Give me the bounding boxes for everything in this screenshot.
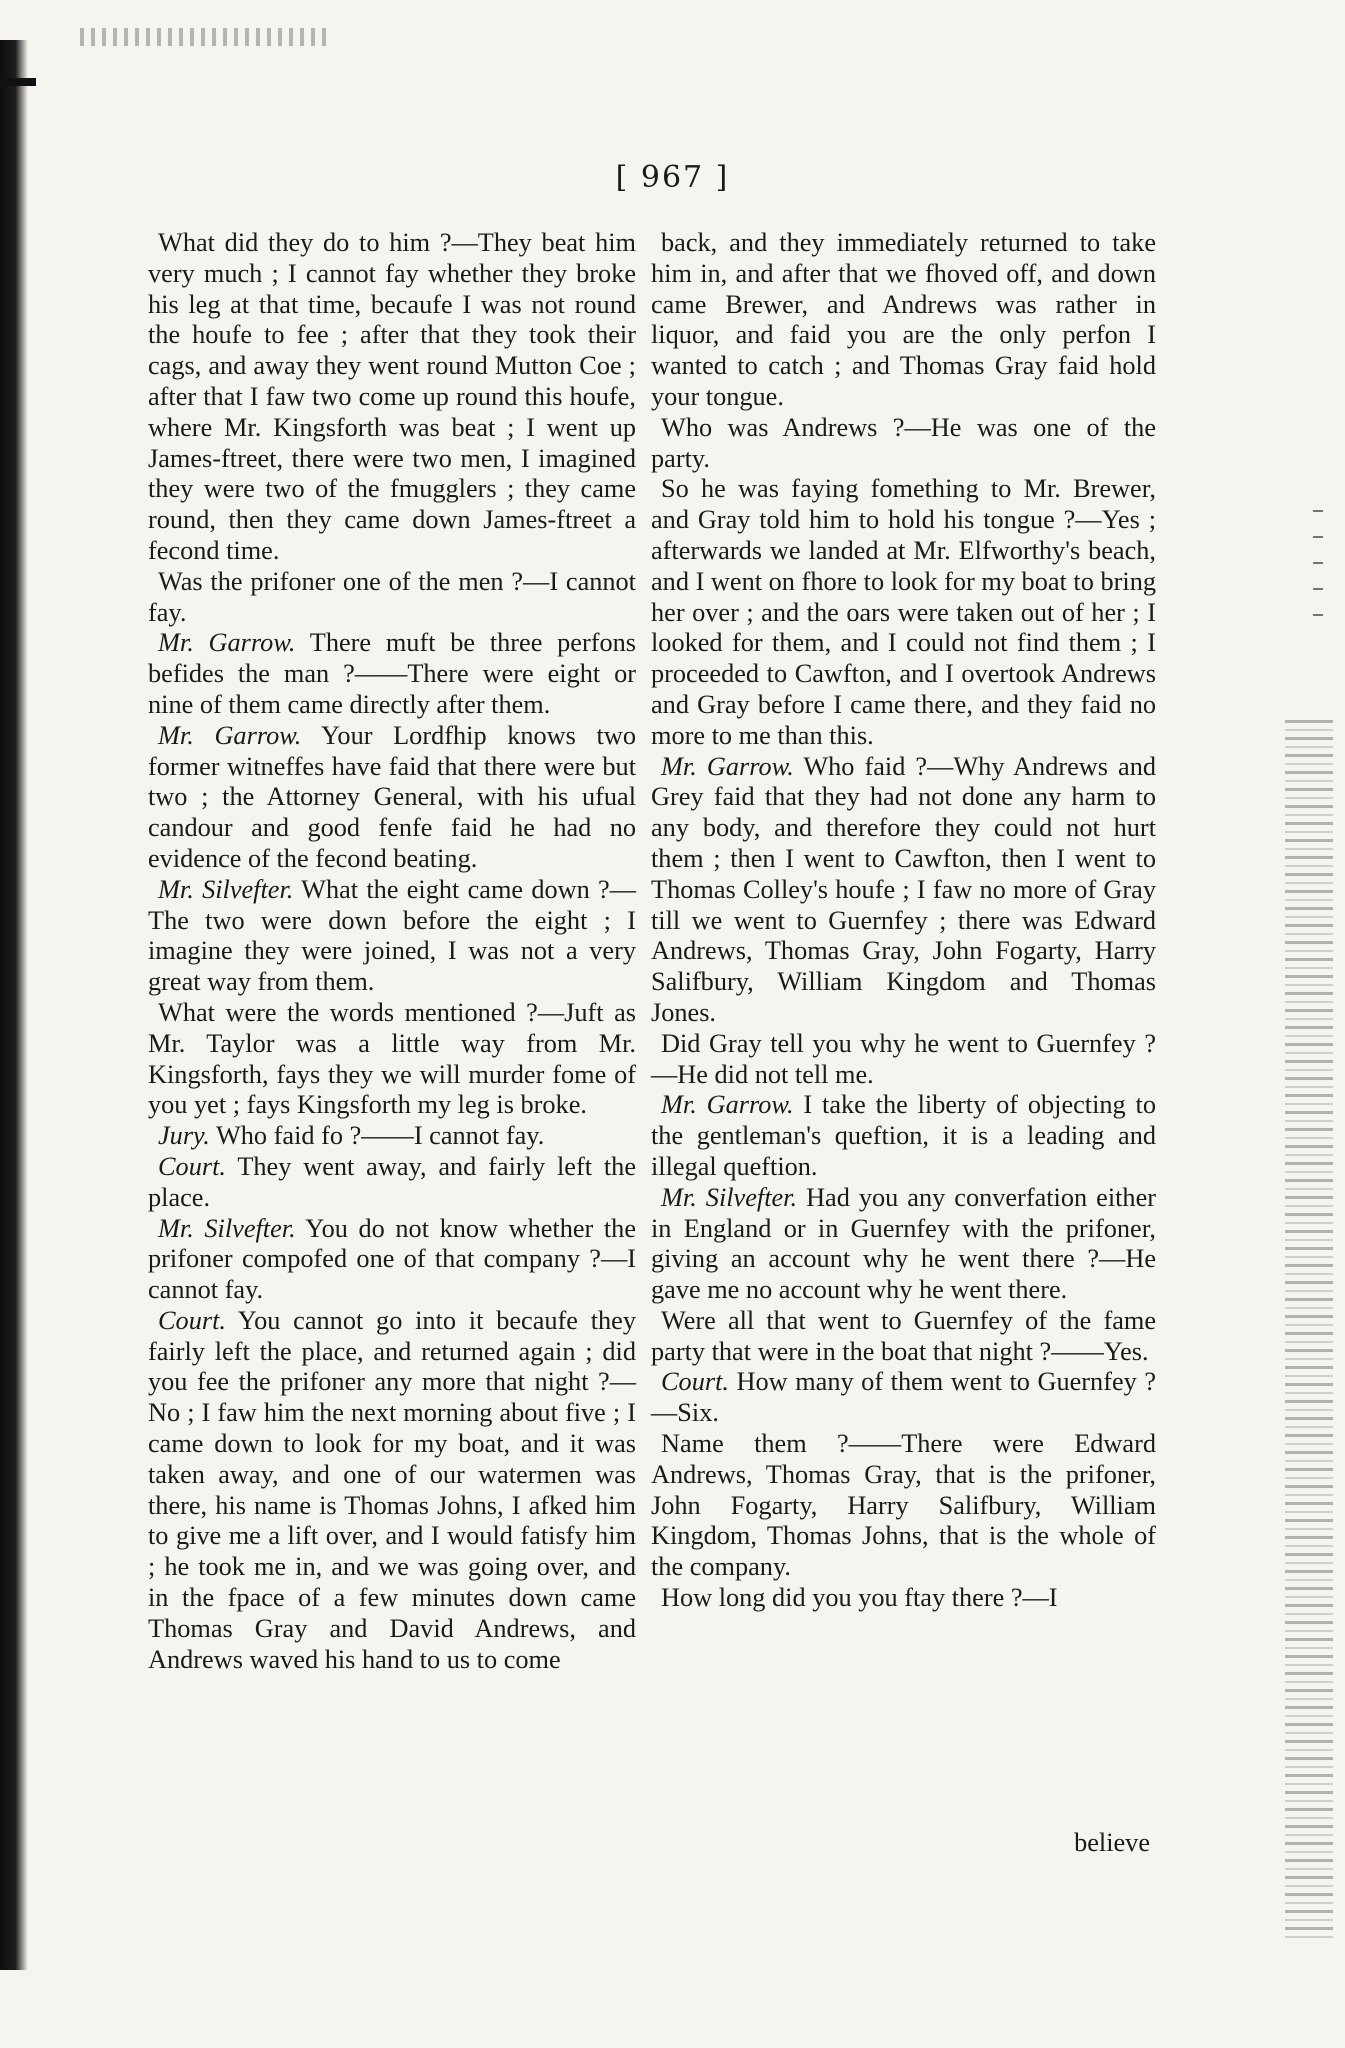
paragraph: Mr. Silvefter. Had you any converfation either in England or in Guernfey with the prifoner, giving an account why he went there ?—He gave me no account why he went there.: [651, 1182, 1157, 1305]
paragraph: What did they do to him ?—They beat him very much ; I cannot fay whether they broke his leg at that time, becaufe I was not round the houfe to fee ; after that they took their cags, and away they went round Mutton Coe ; after that I faw two come up round this houfe, where Mr. Kingsforth was beat ; I went up James-ftreet, there were two men, I imagined they were two of the fmugglers ; they came round, then they came down James-ftreet a fecond time.: [148, 228, 636, 565]
paragraph: What were the words mentioned ?—Juft as Mr. Taylor was a little way from Mr. Kingsforth, fays they we will murder fome of you yet ; fays Kingsforth my leg is broke.: [148, 997, 636, 1120]
speaker-label: Mr. Garrow.: [158, 628, 296, 658]
book-binding-edge: [0, 40, 28, 1970]
speaker-label: Mr. Silvefter.: [158, 1213, 296, 1243]
scan-margin-artifacts: [1285, 720, 1333, 1940]
paragraph: Court. You cannot go into it becaufe they fairly left the place, and returned again ; did you fee the prifoner any more that night ?—No ; I faw him the next morning about five ; I came down to look for my boat, and it was taken away, and one of our watermen was there, his name is Thomas Johns, I afked him to give me a lift over, and I would fatisfy him ; he took me in, and we was going over, and in the fpace of a few minutes down came Thomas Gray and David Andrews, and Andrews waved his hand to us to come: [148, 1305, 636, 1674]
speaker-label: Court.: [158, 1151, 226, 1181]
paragraph: Did Gray tell you why he went to Guernfey ?—He did not tell me.: [651, 1028, 1156, 1089]
paragraph: Were all that went to Guernfey of the fame party that were in the boat that night ?——Yes.: [651, 1305, 1156, 1366]
scan-smudge: [80, 28, 330, 46]
speaker-label: Mr. Silvefter.: [158, 874, 294, 904]
speaker-label: Jury.: [158, 1121, 210, 1151]
paragraph: Court. How many of them went to Guernfey ?—Six.: [651, 1367, 1156, 1428]
paragraph: Jury. Who faid fo ?——I cannot fay.: [158, 1121, 545, 1151]
speaker-label: Mr. Garrow.: [661, 751, 794, 781]
paragraph: Mr. Garrow. Your Lordfhip knows two former witneffes have faid that there were but two ; the Attorney General, with his ufual candour and good fenfe faid he had no evidence of the fecond beating.: [148, 720, 636, 873]
catchword: believe: [1074, 1828, 1150, 1857]
paragraph: Was the prifoner one of the men ?—I cannot fay.: [148, 566, 636, 627]
scan-margin-ticks: [1313, 510, 1323, 620]
speaker-label: Court.: [661, 1367, 729, 1397]
paragraph: Mr. Silvefter. You do not know whether the prifoner compofed one of that company ?—I cannot fay.: [148, 1213, 637, 1305]
paragraph: Mr. Silvefter. What the eight came down ?—The two were down before the eight ; I imagine they were joined, I was not a very great way from them.: [148, 874, 637, 997]
page-number: [ 967 ]: [615, 160, 730, 195]
speaker-label: Mr. Garrow.: [158, 720, 302, 750]
paragraph: How long did you you ftay there ?—I: [661, 1583, 1058, 1613]
paragraph: Court. They went away, and fairly left the place.: [148, 1151, 636, 1212]
speaker-label: Court.: [158, 1305, 226, 1335]
book-binding-tab: [0, 78, 36, 86]
speaker-label: Mr. Silvefter.: [661, 1182, 798, 1212]
paragraph: Name them ?——There were Edward Andrews, Thomas Gray, that is the prifoner, John Fogarty, Harry Salifbury, William Kingdom, Thomas Johns, that is the whole of the company.: [651, 1429, 1156, 1582]
paragraph: Mr. Garrow. Who faid ?—Why Andrews and Grey faid that they had not done any harm to any body, and therefore they could not hurt them ; then I went to Cawfton, then I went to Thomas Colley's houfe ; I faw no more of Gray till we went to Guernfey ; there was Edward Andrews, Thomas Gray, John Fogarty, Harry Salifbury, William Kingdom and Thomas Jones.: [651, 751, 1156, 1027]
speaker-label: Mr. Garrow.: [661, 1090, 794, 1120]
paragraph: Who was Andrews ?—He was one of the party.: [651, 412, 1156, 473]
paragraph: So he was faying fomething to Mr. Brewer, and Gray told him to hold his tongue ?—Yes ; afterwards we landed at Mr. Elfworthy's beach, and I went on fhore to look for my boat to bring her over ; and the oars were taken out of her ; I looked for them, and I could not find them ; I proceeded to Cawfton, and I overtook Andrews and Gray before I came there, and they faid no more to me than this.: [651, 474, 1156, 750]
right-column: [651, 228, 1156, 1614]
paragraph: back, and they immediately returned to take him in, and after that we fhoved off, and down came Brewer, and Andrews was rather in liquor, and faid you are the only perfon I wanted to catch ; and Thomas Gray faid hold your tongue.: [651, 228, 1156, 411]
left-column: [148, 228, 636, 1675]
paragraph: Mr. Garrow. There muft be three perfons befides the man ?——There were eight or nine of them came directly after them.: [148, 628, 636, 719]
paragraph: Mr. Garrow. I take the liberty of objecting to the gentleman's queftion, it is a leading and illegal queftion.: [651, 1090, 1156, 1181]
